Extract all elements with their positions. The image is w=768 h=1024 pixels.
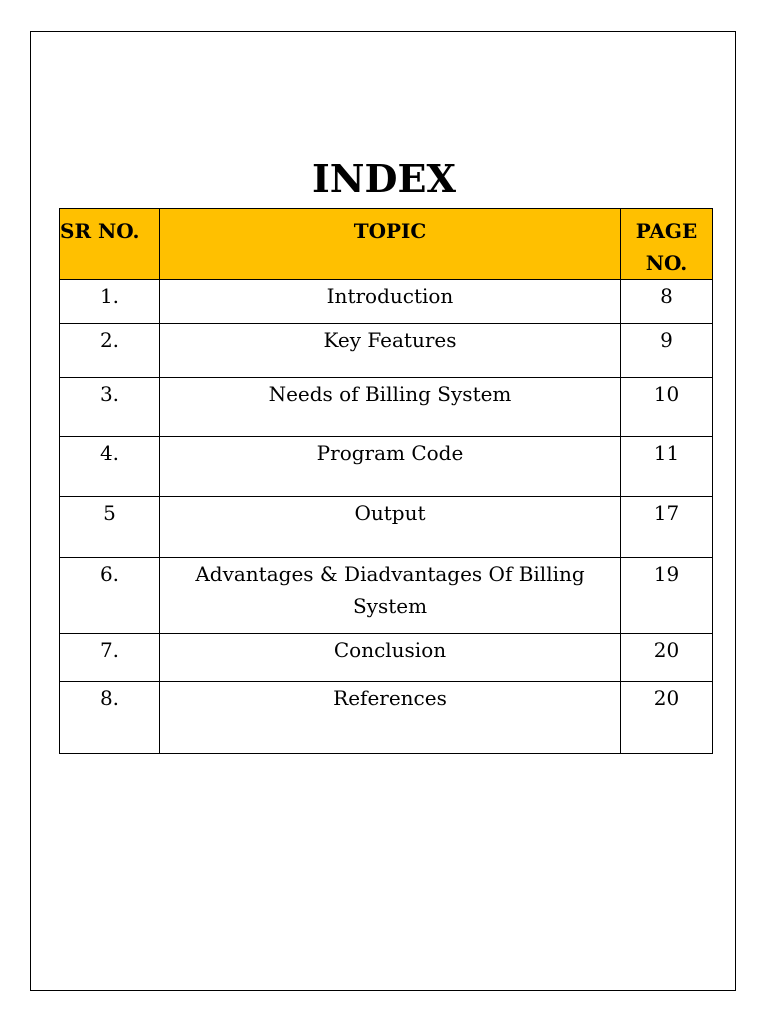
table-row bbox=[60, 324, 713, 378]
row-sr-no: 5 bbox=[60, 497, 160, 558]
row-sr-no: 3. bbox=[60, 378, 160, 437]
table-row bbox=[60, 558, 713, 634]
table-header-row bbox=[60, 209, 713, 280]
table-row bbox=[60, 682, 713, 754]
row-page-no: 19 bbox=[621, 558, 713, 634]
table-row bbox=[60, 634, 713, 682]
row-sr-no: 6. bbox=[60, 558, 160, 634]
row-page-no: 20 bbox=[621, 634, 713, 682]
index-table bbox=[59, 208, 713, 754]
row-page-no: 10 bbox=[621, 378, 713, 437]
row-page-no: 8 bbox=[621, 280, 713, 324]
row-page-no: 9 bbox=[621, 324, 713, 378]
table-row bbox=[60, 280, 713, 324]
row-sr-no: 7. bbox=[60, 634, 160, 682]
row-topic: Program Code bbox=[160, 437, 621, 497]
row-page-no: 20 bbox=[621, 682, 713, 754]
table-row bbox=[60, 497, 713, 558]
row-sr-no: 8. bbox=[60, 682, 160, 754]
table-row bbox=[60, 437, 713, 497]
row-sr-no: 1. bbox=[60, 280, 160, 324]
row-topic: Introduction bbox=[160, 280, 621, 324]
row-topic: Advantages & Diadvantages Of Billing System bbox=[160, 558, 621, 634]
row-sr-no: 2. bbox=[60, 324, 160, 378]
row-topic: Output bbox=[160, 497, 621, 558]
header-page-no: PAGE NO. bbox=[621, 209, 713, 280]
row-page-no: 11 bbox=[621, 437, 713, 497]
row-topic: Key Features bbox=[160, 324, 621, 378]
page-title: INDEX bbox=[312, 156, 456, 201]
row-topic: Needs of Billing System bbox=[160, 378, 621, 437]
row-page-no: 17 bbox=[621, 497, 713, 558]
row-sr-no: 4. bbox=[60, 437, 160, 497]
table-row bbox=[60, 378, 713, 437]
row-topic: Conclusion bbox=[160, 634, 621, 682]
header-sr-no: SR NO. bbox=[60, 209, 160, 280]
header-topic: TOPIC bbox=[160, 209, 621, 280]
row-topic: References bbox=[160, 682, 621, 754]
